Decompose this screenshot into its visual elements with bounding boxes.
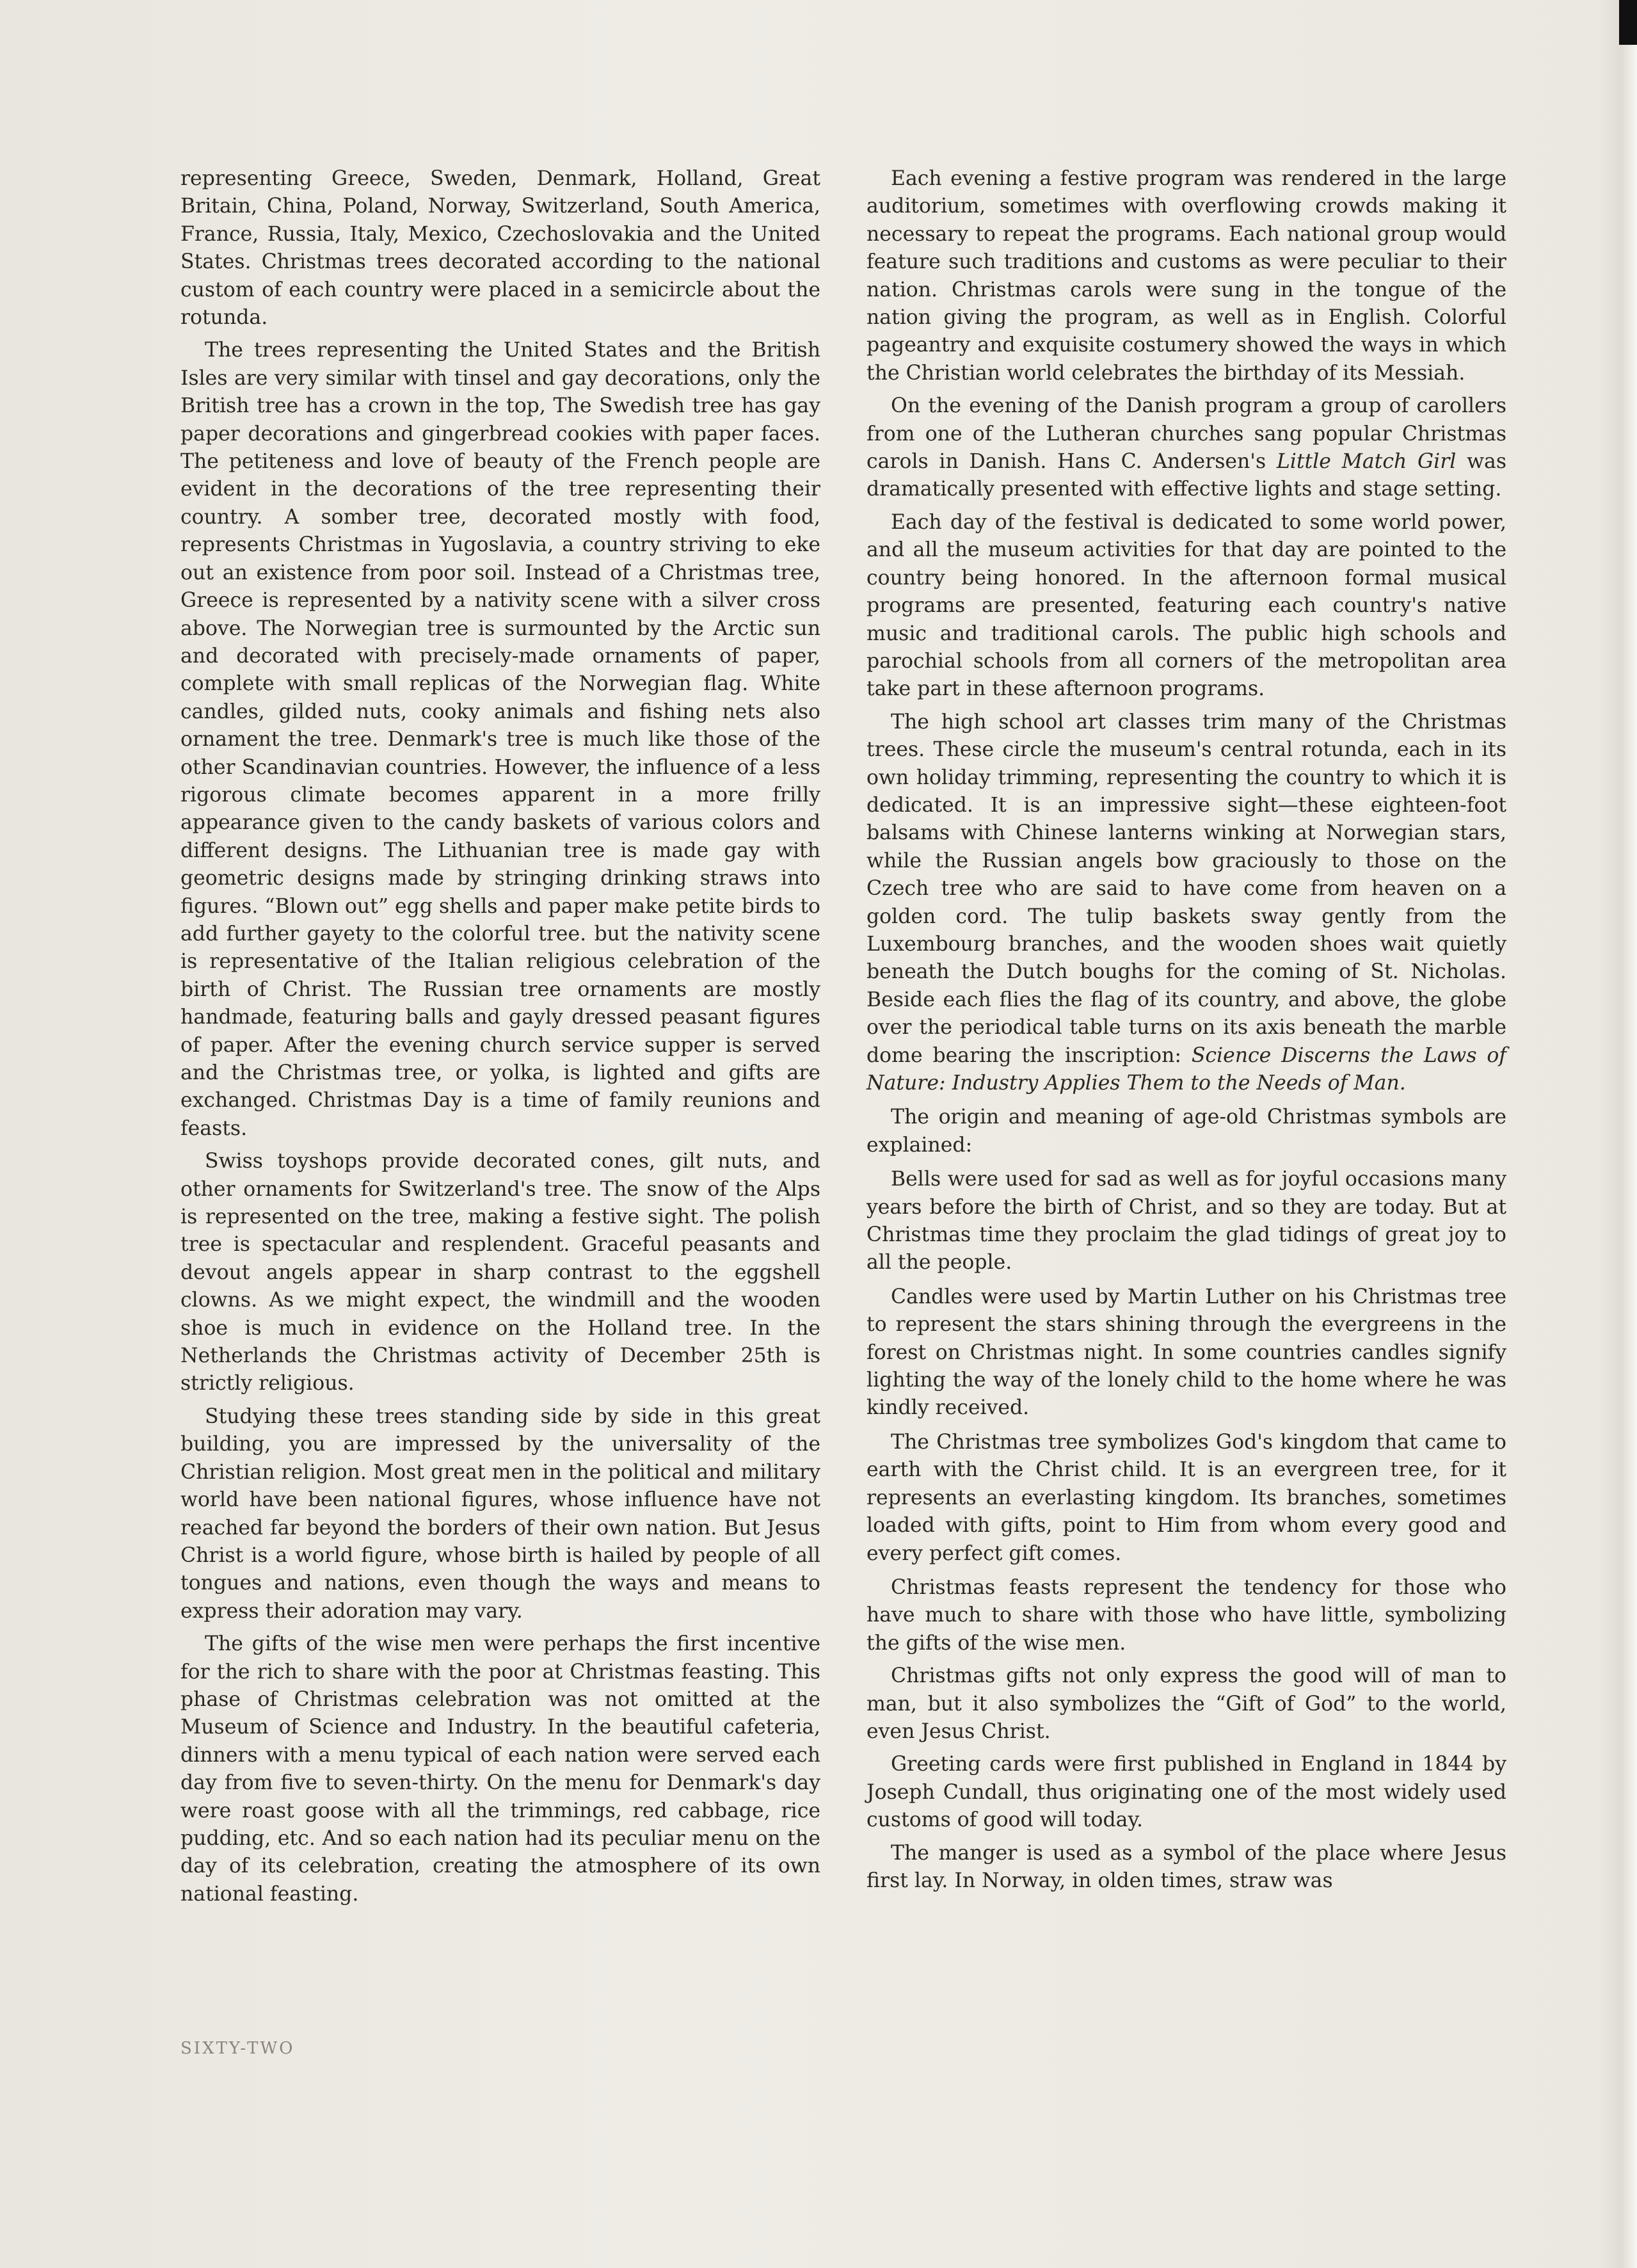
page-number: SIXTY-TWO <box>180 2039 295 2058</box>
right-column <box>866 165 1506 1900</box>
right-paragraph-5: The origin and meaning of age-old Christmas symbols are explained: <box>866 1106 1506 1157</box>
left-paragraph-2: The trees representing the United States and the British Isles are very similar with tinsel and gay decorations, only the British tree has a crown in the top, The Swedish tree has gay paper decorations and gingerbread cookies with paper faces. The petiteness and love of beauty of the French people are evident in the decorations of the tree representing their country. A somber tree, decorated mostly with food, represents Christmas in Yugoslavia, a country striving to eke out an existence from poor soil. Instead of a Christmas tree, Greece is represented by a nativity scene with a silver cross above. The Norwegian tree is surmounted by the Arctic sun and decorated with precisely-made ornaments of paper, complete with small replicas of the Norwegian flag. White candles, gilded nuts, cooky animals and fishing nets also ornament the tree. Denmark's tree is much like those of the other Scandinavian countries. However, the influence of a less rigorous climate becomes apparent in a more frilly appearance given to the candy baskets of various colors and different designs. The Lithuanian tree is made gay with geometric designs made by stringing drinking straws into figures. “Blown out” egg shells and paper make petite birds to add further gayety to the colorful tree. but the nativity scene is representative of the Italian religious celebration of the birth of Christ. The Russian tree ornaments are mostly handmade, featuring balls and gayly dressed peasant figures of paper. After the evening church service supper is served and the Christmas tree, or yolka, is lighted and gifts are exchanged. Christmas Day is a time of family reunions and feasts. <box>180 339 820 1140</box>
left-paragraph-5: The gifts of the wise men were perhaps the first incentive for the rich to share with the poor at Christmas feasting. This phase of Christmas celebration was not omitted at the Museum of Science and Industry. In the beautiful cafeteria, dinners with a menu typical of each nation were served each day from five to seven-thirty. On the menu for Denmark's day were roast goose with all the trimmings, red cabbage, rice pudding, etc. And so each nation had its peculiar menu on the day of its celebration, creating the atmosphere of its own national feasting. <box>180 1632 820 1906</box>
inscription: Science Discerns the Laws of Nature: Industry Applies Them to the Needs of Man. <box>866 1043 1506 1095</box>
right-paragraph-candles: Candles were used by Martin Luther on his Christmas tree to represent the stars shining through the evergreens in the forest on Christmas night. In some countries candles signify lighting the way of the lonely child to the home where he was kindly received. <box>866 1285 1506 1420</box>
page-edge-shadow <box>1599 0 1637 2268</box>
play-title: Little Match Girl <box>1276 450 1457 474</box>
corner-scan-mark <box>1619 0 1637 45</box>
left-paragraph-1: representing Greece, Sweden, Denmark, Holland, Great Britain, China, Poland, Norway, Switzerland, South America, France, Russia, Italy, Mexico, Czechoslovakia and the United States. Christmas trees decorated according to the national custom of each country were placed in a semicircle about the rotunda. <box>180 167 820 330</box>
right-paragraph-2 <box>866 392 1506 504</box>
right-paragraph-cards: Greeting cards were first published in England in 1844 by Joseph Cundall, thus originating one of the most widely used customs of good will today. <box>866 1753 1506 1832</box>
right-paragraph-1: Each evening a festive program was rendered in the large auditorium, sometimes with overflowing crowds making it necessary to repeat the programs. Each national group would feature such traditions and customs as were peculiar to their nation. Christmas carols were sung in the tongue of the nation giving the program, as well as in English. Colorful pageantry and exquisite costumery showed the ways in which the Christian world celebrates the birthday of its Messiah. <box>866 167 1506 385</box>
right-paragraph-4 <box>866 709 1506 1098</box>
paragraph-text: was dramatically presented with effective lights and stage setting. <box>866 450 1507 501</box>
paragraph-text: On the evening of the Danish program a group of carollers from one of the Lutheran churches sang popular Christmas carols in Danish. Hans C. Andersen's <box>866 394 1506 474</box>
right-paragraph-3: Each day of the festival is dedicated to some world power, and all the museum activities for that day are pointed to the country being honored. In the afternoon formal musical programs are presented, featuring each country's native music and traditional carols. The public high schools and parochial schools from all corners of the metropolitan area take part in these afternoon programs. <box>866 510 1506 701</box>
right-paragraph-gifts: Christmas gifts not only express the good will of man to man, but it also symbolizes the “Gift of God” to the world, even Jesus Christ. <box>866 1664 1506 1743</box>
left-column <box>180 165 820 1913</box>
paragraph-text: The high school art classes trim many of the Christmas trees. These circle the museum's central rotunda, each in its own holiday trimming, representing the country to which it is dedicated. It is an impressive sight—these eighteen-foot balsams with Chinese lanterns winking at Norwegian stars, while the Russian angels bow graciously to those on the Czech tree who are said to have come from heaven on a golden cord. The tulip baskets sway gently from the Luxembourg branches, and the wooden shoes wait quietly beneath the Dutch boughs for the coming of St. Nicholas. Beside each flies the flag of its country, and above, the globe over the periodical table turns on its axis beneath the marble dome bearing the inscription: <box>866 710 1506 1067</box>
right-paragraph-feasts: Christmas feasts represent the tendency for those who have much to share with those who have little, symbolizing the gifts of the wise men. <box>866 1575 1506 1655</box>
left-paragraph-3: Swiss toyshops provide decorated cones, gilt nuts, and other ornaments for Switzerland's tree. The snow of the Alps is represented on the tree, making a festive sight. The polish tree is spectacular and resplendent. Graceful peasants and devout angels appear in sharp contrast to the eggshell clowns. As we might expect, the windmill and the wooden shoe is much in evidence on the Holland tree. In the Netherlands the Christmas activity of December 25th is strictly religious. <box>180 1150 820 1395</box>
left-paragraph-4: Studying these trees standing side by side in this great building, you are impressed by the universality of the Christian religion. Most great men in the political and military world have been national figures, whose influence have not reached far beyond the borders of their own nation. But Jesus Christ is a world figure, whose birth is hailed by people of all tongues and nations, even though the ways and means to express their adoration may vary. <box>180 1404 820 1623</box>
right-paragraph-manger: The manger is used as a symbol of the place where Jesus first lay. In Norway, in olden times, straw was <box>866 1841 1506 1892</box>
right-paragraph-tree: The Christmas tree symbolizes God's kingdom that came to earth with the Christ child. It is an evergreen tree, for it represents an everlasting kingdom. Its branches, sometimes loaded with gifts, point to Him from whom every good and every perfect gift comes. <box>866 1430 1506 1565</box>
right-paragraph-bells: Bells were used for sad as well as for joyful occasions many years before the birth of Christ, and so they are today. But at Christmas time they proclaim the glad tidings of great joy to all the people. <box>866 1168 1506 1275</box>
